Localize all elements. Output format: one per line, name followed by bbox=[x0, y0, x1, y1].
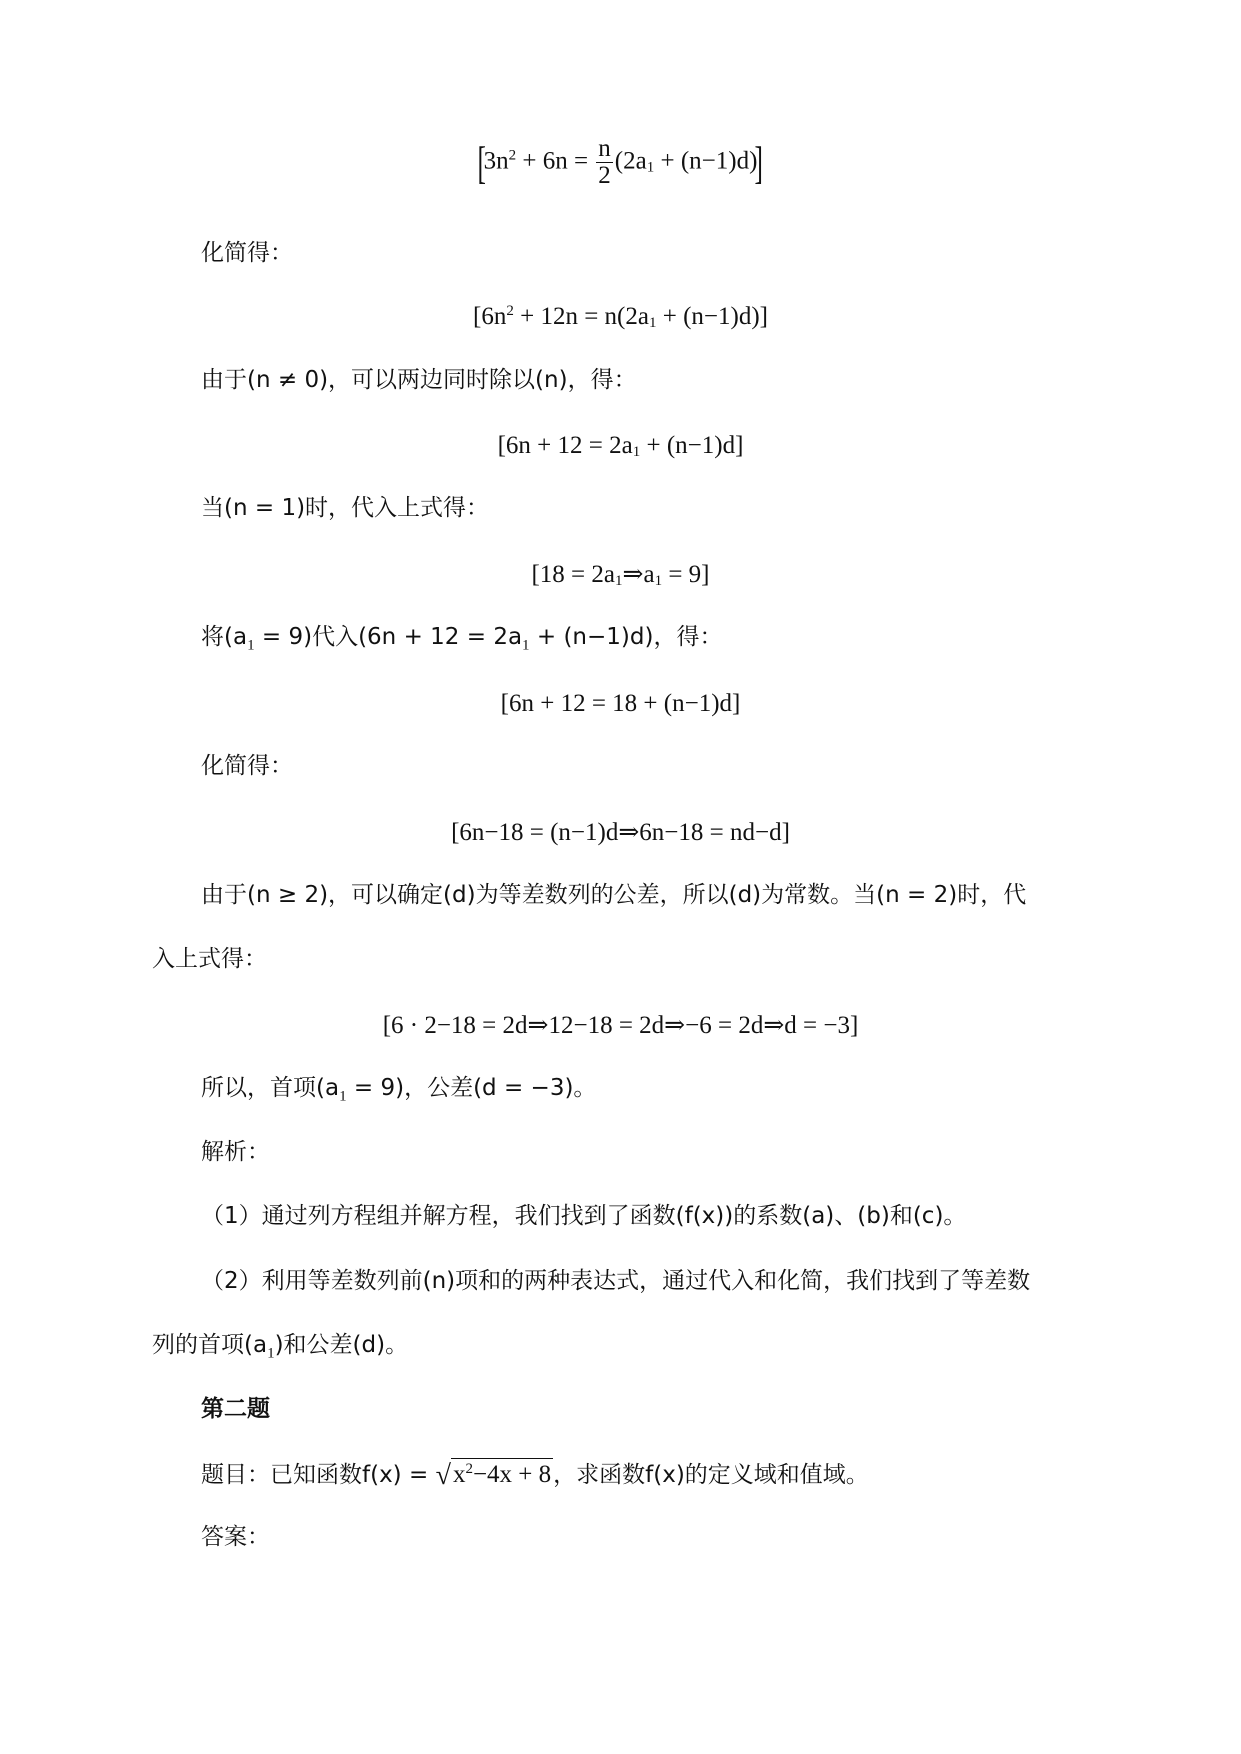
eq4-b: ⇒a bbox=[622, 561, 655, 588]
p4-c: + (n−1)d)，得： bbox=[529, 624, 723, 650]
eq2-c: + (n−1)d)] bbox=[656, 303, 768, 330]
paragraph-answer-label: 答案： bbox=[201, 1524, 270, 1550]
p4-sub2: 1 bbox=[522, 637, 530, 654]
radicand-b: −4x + 8 bbox=[472, 1461, 552, 1488]
equation-5: [6n + 12 = 18 + (n−1)d] bbox=[500, 690, 741, 717]
equation-4 bbox=[0, 562, 1241, 589]
eq4-a: [18 = 2a bbox=[531, 561, 616, 588]
p10b-sub: 1 bbox=[267, 1345, 275, 1362]
p11-b: ，求函数f(x)的定义域和值域。 bbox=[553, 1462, 869, 1488]
equation-7: [6 · 2−18 = 2d⇒12−18 = 2d⇒−6 = 2d⇒d = −3] bbox=[382, 1012, 859, 1039]
eq1-sub: 1 bbox=[646, 159, 655, 176]
eq4-c: = 9] bbox=[662, 561, 710, 588]
paragraph-question bbox=[201, 1462, 869, 1490]
eq1-mid: + 6n = bbox=[516, 147, 595, 175]
eq3-a: [6n + 12 = 2a bbox=[497, 432, 633, 459]
p4-sub1: 1 bbox=[247, 637, 255, 654]
fraction-numerator: n bbox=[598, 135, 611, 162]
paragraph-divide: 由于(n ≠ 0)，可以两边同时除以(n)，得： bbox=[201, 367, 637, 393]
section-heading: 第二题 bbox=[201, 1396, 270, 1422]
fraction-denominator: 2 bbox=[598, 162, 611, 190]
paragraph-n-equals-1: 当(n = 1)时，代入上式得： bbox=[201, 495, 490, 521]
radicand-sup: 2 bbox=[465, 1461, 473, 1477]
eq2-sub: 1 bbox=[648, 315, 657, 331]
eq1-post-b: + (n−1)d) bbox=[654, 147, 758, 175]
eq2-a: [6n bbox=[473, 303, 507, 330]
paragraph-common-difference: 由于(n ≥ 2)，可以确定(d)为等差数列的公差，所以(d)为常数。当(n = 2)时，代 bbox=[201, 882, 1027, 908]
equation-sum-formula bbox=[0, 136, 1241, 190]
paragraph-result bbox=[201, 1077, 596, 1105]
paragraph-analysis-2-cont bbox=[152, 1334, 408, 1362]
eq4-sub2: 1 bbox=[654, 573, 663, 589]
radicand-a: x bbox=[452, 1461, 466, 1488]
p10b-b: )和公差(d)。 bbox=[274, 1332, 409, 1358]
p7-sub: 1 bbox=[339, 1088, 347, 1105]
right-bracket: ] bbox=[754, 136, 764, 188]
eq2-sup: 2 bbox=[506, 303, 514, 319]
eq1-sup: 2 bbox=[508, 147, 517, 164]
paragraph-substitute-a1 bbox=[201, 626, 722, 654]
p11-a: 题目：已知函数f(x) = bbox=[201, 1462, 436, 1488]
paragraph-analysis-2: （2）利用等差数列前(n)项和的两种表达式，通过代入和化简，我们找到了等差数 bbox=[201, 1268, 1031, 1294]
p7-b: = 9)，公差(d = −3)。 bbox=[346, 1075, 597, 1101]
eq3-sub: 1 bbox=[632, 444, 641, 460]
eq3-b: + (n−1)d] bbox=[640, 432, 744, 459]
paragraph-analysis-label: 解析： bbox=[201, 1139, 270, 1165]
p7-a: 所以，首项(a bbox=[201, 1075, 340, 1101]
eq4-sub1: 1 bbox=[615, 573, 623, 589]
equation-3 bbox=[0, 433, 1241, 460]
paragraph-simplify-2: 化简得： bbox=[201, 753, 293, 779]
eq1-post-a: (2a bbox=[614, 147, 647, 175]
p10b-a: 列的首项(a bbox=[152, 1332, 268, 1358]
p4-a: 将(a bbox=[201, 624, 248, 650]
equation-2 bbox=[0, 304, 1241, 331]
paragraph-analysis-1: （1）通过列方程组并解方程，我们找到了函数(f(x))的系数(a)、(b)和(c)。 bbox=[201, 1203, 967, 1229]
radicand bbox=[451, 1458, 553, 1488]
equation-6: [6n−18 = (n−1)d⇒6n−18 = nd−d] bbox=[451, 819, 790, 846]
paragraph-common-difference-cont: 入上式得： bbox=[152, 946, 267, 972]
fraction bbox=[596, 136, 613, 190]
eq1-pre: 3n bbox=[483, 147, 509, 175]
p4-b: = 9)代入(6n + 12 = 2a bbox=[254, 624, 523, 650]
radical-sign: √ bbox=[435, 1460, 451, 1491]
eq2-b: + 12n = n(2a bbox=[513, 303, 649, 330]
left-bracket: [ bbox=[477, 136, 487, 188]
square-root bbox=[436, 1462, 554, 1490]
paragraph-simplify-1: 化简得： bbox=[201, 240, 293, 266]
